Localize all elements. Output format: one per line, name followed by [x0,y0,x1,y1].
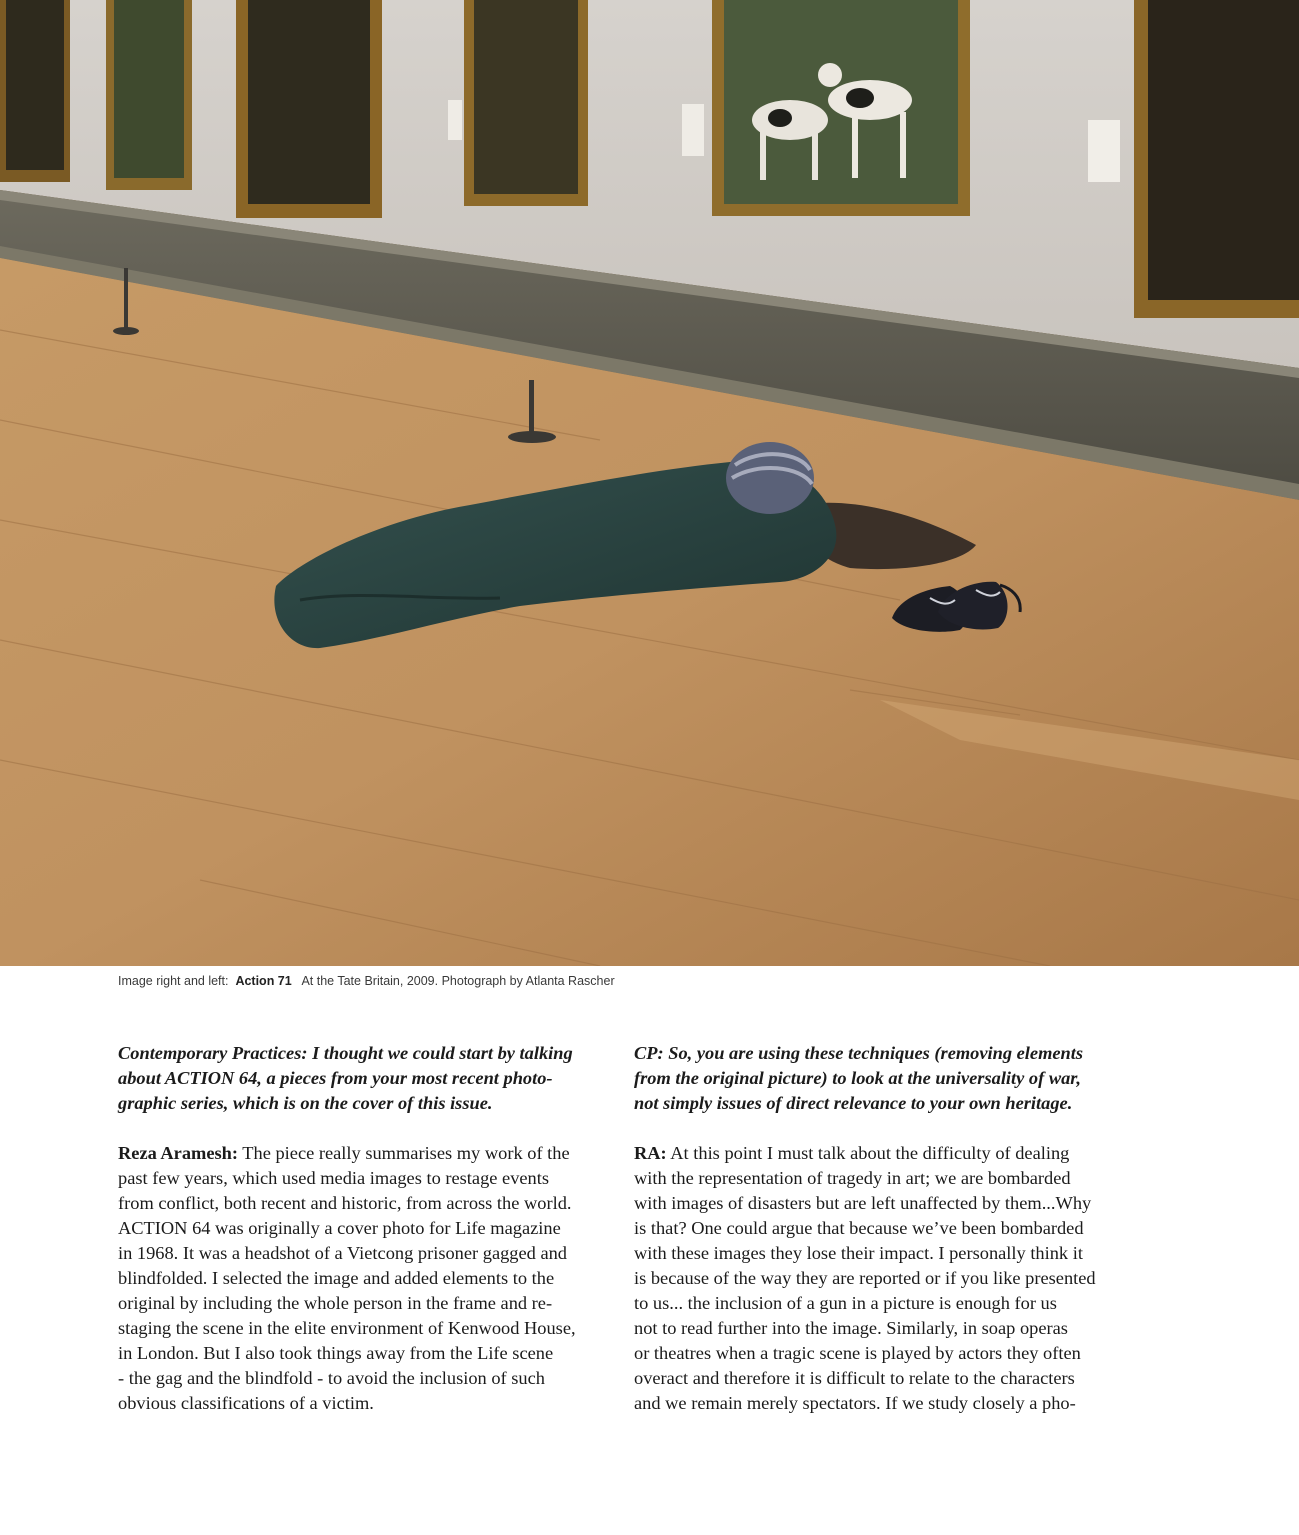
answer-line: with the representation of tragedy in art; we are bombarded [634,1168,1071,1188]
answer-line: obvious classifications of a victim. [118,1393,374,1413]
photo-caption [118,974,615,988]
answer-line: is that? One could argue that because we’ve been bombarded [634,1218,1084,1238]
answer-first-line: Reza Aramesh: The piece really summarises my work of the [118,1143,570,1163]
answer-line: blindfolded. I selected the image and added elements to the [118,1268,555,1288]
question-line: from the original picture) to look at the universality of war, [634,1068,1082,1088]
question-line: graphic series, which is on the cover of this issue. [118,1093,493,1113]
answer-line: staging the scene in the elite environment of Kenwood House, [118,1318,576,1338]
caption-work-title: Action 71 [235,974,292,988]
answer-line: in 1968. It was a headshot of a Vietcong prisoner gagged and [118,1243,568,1263]
answer-line: with these images they lose their impact. I personally think it [634,1243,1083,1263]
answer-line: not to read further into the image. Similarly, in soap operas [634,1318,1068,1338]
answer-line: overact and therefore it is difficult to relate to the characters [634,1368,1075,1388]
question-line: not simply issues of direct relevance to your own heritage. [634,1093,1073,1113]
left-column [118,1041,618,1416]
question-line: Contemporary Practices: I thought we could start by talking [118,1043,573,1063]
answer-line: - the gag and the blindfold - to avoid the inclusion of such [118,1368,545,1388]
right-column [634,1041,1129,1416]
answer-line: is because of the way they are reported or if you like presented [634,1268,1096,1288]
answer-line: from conflict, both recent and historic, from across the world. [118,1193,572,1213]
answer-line: in London. But I also took things away from the Life scene [118,1343,554,1363]
answer-line: and we remain merely spectators. If we study closely a pho- [634,1393,1076,1413]
answer-line: to us... the inclusion of a gun in a picture is enough for us [634,1293,1057,1313]
question-line: about ACTION 64, a pieces from your most recent photo- [118,1068,553,1088]
speaker-name: RA: [634,1143,667,1163]
answer-line: past few years, which used media images to restage events [118,1168,550,1188]
speaker-name: Reza Aramesh: [118,1143,239,1163]
answer-line: or theatres when a tragic scene is played by actors they often [634,1343,1081,1363]
answer-line: with images of disasters but are left unaffected by them...Why [634,1193,1092,1213]
caption-prefix: Image right and left: [118,974,229,988]
answer-line: original by including the whole person in the frame and re- [118,1293,553,1313]
answer-line: ACTION 64 was originally a cover photo for Life magazine [118,1218,561,1238]
question-line: CP: So, you are using these techniques (removing elements [634,1043,1084,1063]
caption-details: At the Tate Britain, 2009. Photograph by Atlanta Rascher [301,974,615,988]
answer-first-line: RA: At this point I must talk about the difficulty of dealing [634,1143,1070,1163]
